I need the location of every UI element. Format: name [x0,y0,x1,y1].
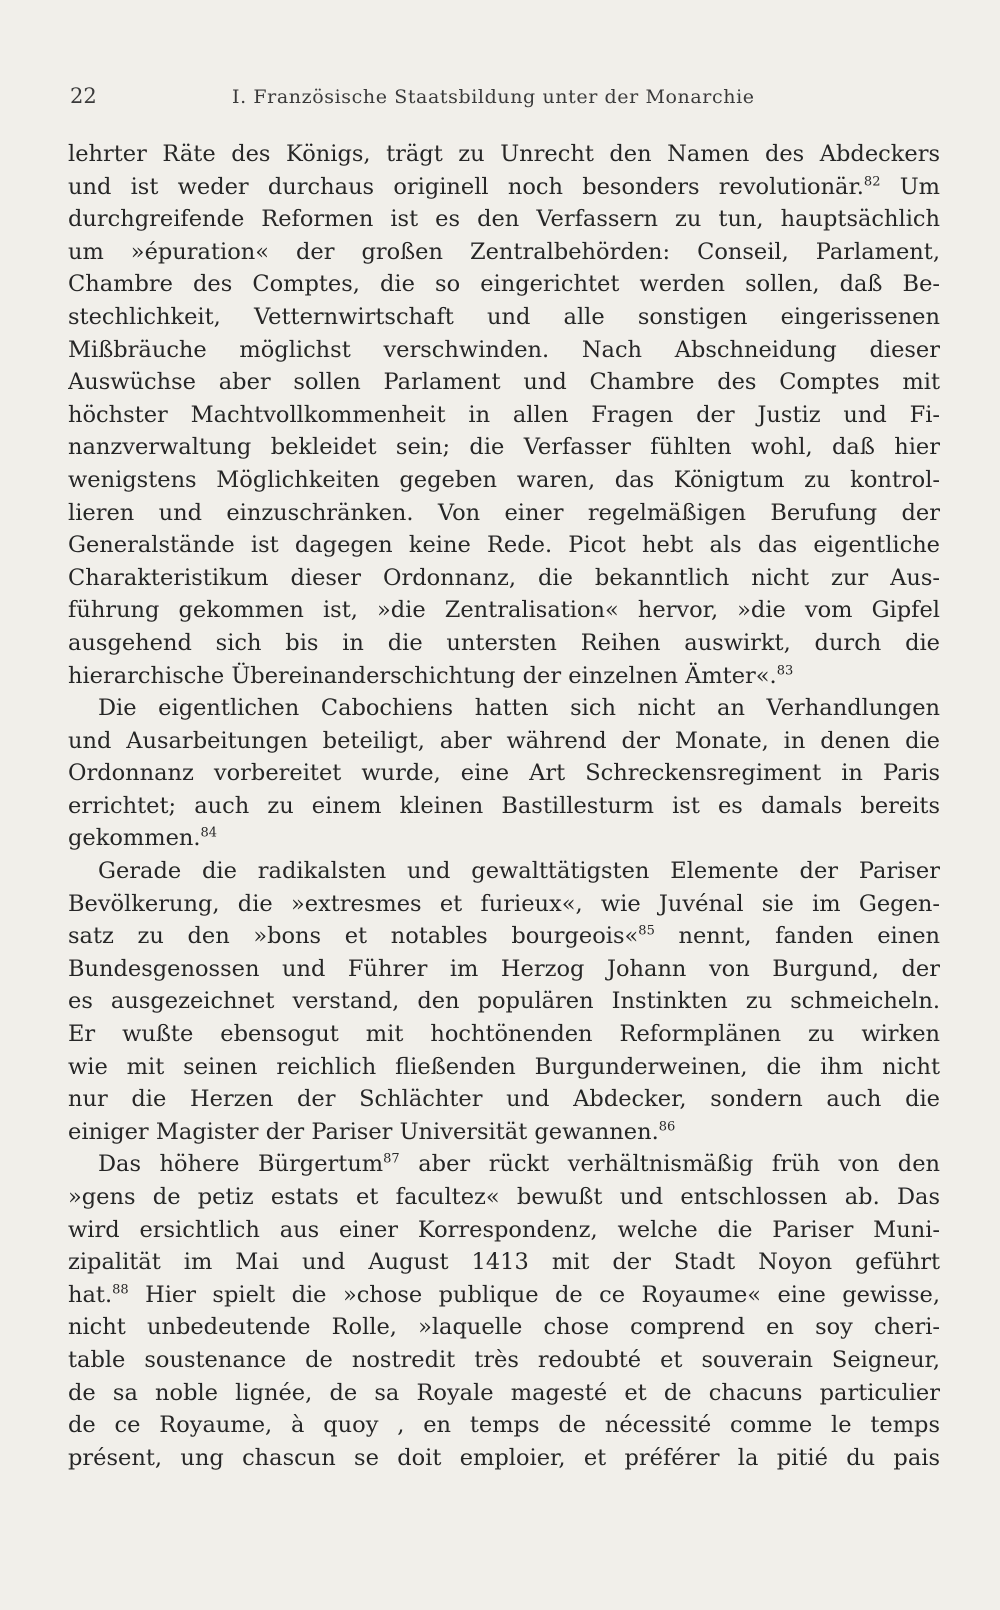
text-segment: errichtet; auch zu einem kleinen Bastillesturm ist es damals bereits [68,792,940,819]
text-segment: Er wußte ebensogut mit hochtönenden Reformplänen zu wirken [68,1021,940,1048]
text-segment: Die eigentlichen Cabochiens hatten sich nicht an Verhandlungen [98,695,940,722]
footnote-marker: 88 [112,1282,129,1298]
footnote-marker: 87 [383,1151,400,1167]
text-line [68,334,940,367]
running-title: I. Französische Staatsbildung unter der Monarchie [232,86,755,108]
text-line [68,757,940,790]
text-segment: lehrter Räte des Königs, trägt zu Unrecht den Namen des Abdeckers [68,141,940,167]
text-line [68,1051,940,1084]
text-segment: wenigstens Möglichkeiten gegeben waren, das Königtum zu kontrol- [68,466,940,493]
text-segment: Gerade die radikalsten und gewalttätigsten Elemente der Pariser [98,858,940,885]
text-line [68,464,940,497]
footnote-marker: 85 [638,923,655,939]
text-line [68,1311,940,1344]
text-segment: Charakteristikum dieser Ordonnanz, die bekanntlich nicht zur Aus- [68,564,940,591]
text-segment: einiger Magister der Pariser Universität gewannen. [68,1118,659,1145]
text-line [68,822,940,855]
body-text [68,138,940,1474]
text-line [68,725,940,758]
text-segment: Auswüchse aber sollen Parlament und Chambre des Comptes mit [68,369,940,396]
text-segment: zipalität im Mai und August 1413 mit der Stadt Noyon geführt [68,1249,940,1276]
text-line [68,1181,940,1214]
text-segment: nicht unbedeutende Rolle, »laquelle chose comprend en soy cheri- [68,1314,940,1341]
text-line [68,236,940,269]
text-segment: wird ersichtlich aus einer Korrespondenz, welche die Pariser Muni- [68,1216,940,1243]
text-line [68,1246,940,1279]
text-line [68,399,940,432]
text-segment: Mißbräuche möglichst verschwinden. Nach Abschneidung dieser [68,336,940,363]
text-line [68,1344,940,1377]
text-segment: Chambre des Comptes, die so eingerichtet werden sollen, daß Be- [68,271,940,298]
text-segment: Generalstände ist dagegen keine Rede. Picot hebt als das eigentliche [68,532,940,559]
text-line [68,790,940,823]
text-segment: »gens de petiz estats et facultez« bewußt und entschlossen ab. Das [68,1184,940,1210]
text-segment: wie mit seinen reichlich fließenden Burgunderweinen, die ihm nicht [68,1053,940,1080]
text-segment: hierarchische Übereinanderschichtung der einzelnen Ämter«. [68,662,777,689]
text-segment: um »épuration« der großen Zentralbehörden: Conseil, Parlament, [68,238,940,265]
text-segment: ausgehend sich bis in die untersten Reihen auswirkt, durch die [68,629,940,656]
text-line [68,529,940,562]
page-number: 22 [70,84,97,108]
footnote-marker: 84 [200,825,218,841]
text-line [68,366,940,399]
text-line [68,1377,940,1410]
text-line [68,138,940,171]
footnote-marker: 82 [863,174,881,190]
text-line [68,301,940,334]
text-segment: de sa noble lignée, de sa Royale magesté et de chacuns particulier [68,1379,940,1406]
text-line [68,1083,940,1116]
text-segment: table soustenance de nostredit très redoubté et souverain Seigneur, [68,1346,940,1373]
text-line [68,1279,940,1312]
text-segment: Bundesgenossen und Führer im Herzog Johann von Burgund, der [68,955,940,982]
text-line [68,431,940,464]
text-line [68,268,940,301]
text-segment: durchgreifende Reformen ist es den Verfassern zu tun, hauptsächlich [68,206,940,233]
text-line [68,171,940,204]
text-segment: gekommen. [68,825,201,852]
text-segment: de ce Royaume, à quoy , en temps de nécessité comme le temps [68,1412,940,1439]
text-segment: Ordonnanz vorbereitet wurde, eine Art Schreckensregiment in Paris [68,760,940,787]
text-segment: lieren und einzuschränken. Von einer regelmäßigen Berufung der [68,499,940,526]
text-line [68,985,940,1018]
text-segment: nanzverwaltung bekleidet sein; die Verfasser fühlten wohl, daß hier [68,434,940,461]
running-header [70,84,940,116]
text-segment: Hier spielt die »chose publique de ce Royaume« eine gewisse, [128,1281,940,1308]
text-line [68,203,940,236]
text-line [68,855,940,888]
text-line [68,562,940,595]
text-segment: Um [880,173,940,200]
text-line [68,1018,940,1051]
text-line [68,1148,940,1181]
text-segment: Bevölkerung, die »extresmes et furieux«, wie Juvénal sie im Gegen- [68,890,940,917]
text-line [68,888,940,921]
text-segment: nur die Herzen der Schlächter und Abdecker, sondern auch die [68,1086,940,1113]
text-segment: satz zu den »bons et notables bourgeois« [68,923,639,950]
text-line [68,660,940,693]
text-segment: stechlichkeit, Vetternwirtschaft und alle sonstigen eingerissenen [68,303,940,330]
text-line [68,627,940,660]
text-line [68,692,940,725]
text-segment: und Ausarbeitungen beteiligt, aber während der Monate, in denen die [68,727,940,754]
text-line [68,497,940,530]
footnote-marker: 86 [658,1119,676,1135]
text-segment: hat. [68,1281,113,1308]
text-line [68,594,940,627]
text-line [68,1409,940,1442]
text-line [68,1214,940,1247]
text-segment: Das höhere Bürgertum [98,1151,384,1178]
text-line [68,1442,940,1475]
text-line [68,953,940,986]
text-line [68,920,940,953]
text-segment: und ist weder durchaus originell noch besonders revolutionär. [68,173,864,200]
text-segment: führung gekommen ist, »die Zentralisation« hervor, »die vom Gipfel [68,597,940,624]
footnote-marker: 83 [776,663,794,678]
text-line [68,1116,940,1149]
text-segment: höchster Machtvollkommenheit in allen Fragen der Justiz und Fi- [68,401,940,428]
text-segment: es ausgezeichnet verstand, den populären Instinkten zu schmeicheln. [68,988,940,1015]
text-segment: nennt, fanden einen [654,923,940,950]
text-segment: aber rückt verhältnismäßig früh von den [399,1151,940,1178]
text-segment: présent, ung chascun se doit emploier, et préférer la pitié du pais [68,1444,940,1471]
